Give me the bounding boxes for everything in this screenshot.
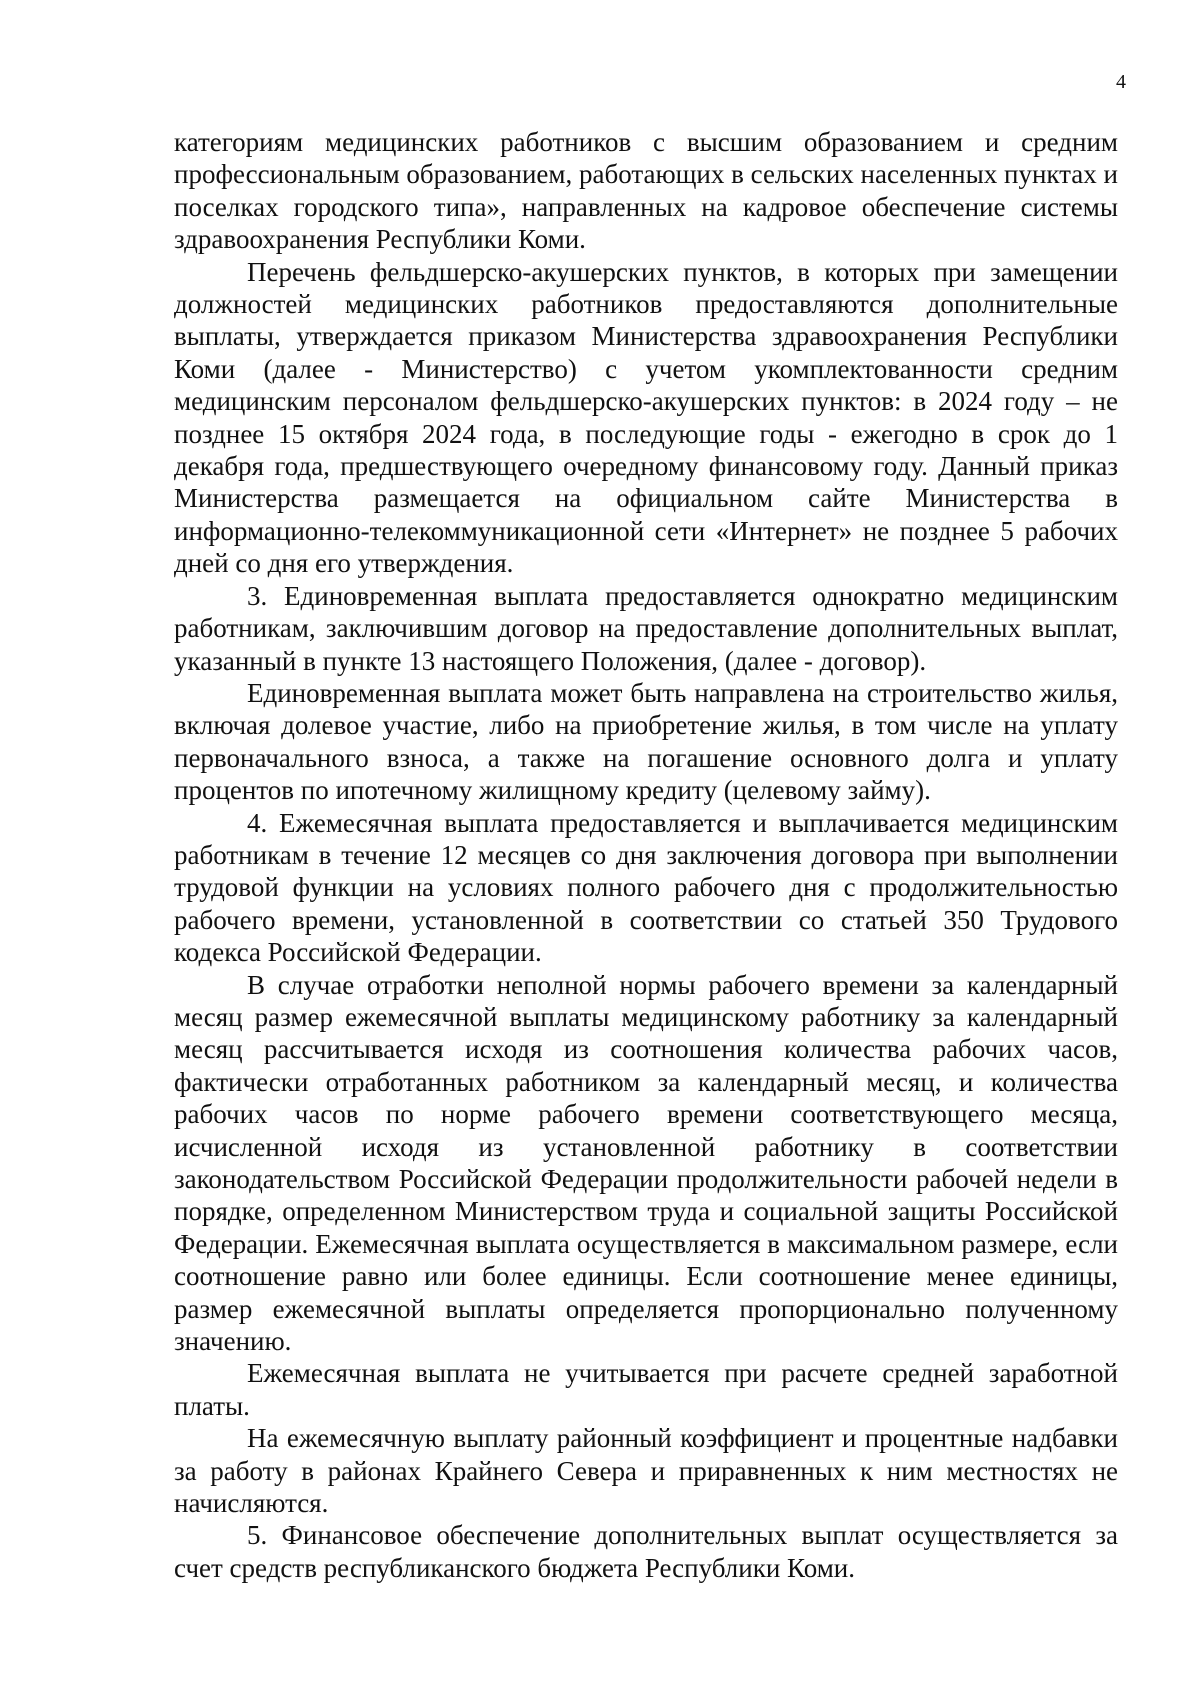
paragraph-item-5: 5. Финансовое обеспечение дополнительных выплат осуществляется за счет средств республиканского бюджета Республики Коми.: [174, 1520, 1118, 1583]
paragraph-partial-hours: В случае отработки неполной нормы рабочего времени за календарный месяц размер ежемесячной выплаты медицинскому работнику за календарный месяц рассчитывается исходя из соотношения количества рабочих часов, фактически отработанных работником за календарный месяц, и количества рабочих часов по норме рабочего времени соответствующего месяца, исчисленной исходя из установленной работнику в соответствии законодательством Российской Федерации продолжительности рабочей недели в порядке, определенном Министерством труда и социальной защиты Российской Федерации. Ежемесячная выплата осуществляется в максимальном размере, если соотношение равно или более единицы. Если соотношение менее единицы, размер ежемесячной выплаты определяется пропорционально полученному значению.: [174, 969, 1118, 1357]
paragraph-fap-list: Перечень фельдшерско-акушерских пунктов, в которых при замещении должностей медицинских работников предоставляются дополнительные выплаты, утверждается приказом Министерства здравоохранения Республики Коми (далее - Министерство) с учетом укомплектованности средним медицинским персоналом фельдшерско-акушерских пунктов: в 2024 году – не позднее 15 октября 2024 года, в последующие годы - ежегодно в срок до 1 декабря года, предшествующего очередному финансовому году. Данный приказ Министерства размещается на официальном сайте Министерства в информационно-телекоммуникационной сети «Интернет» не позднее 5 рабочих дней со дня его утверждения.: [174, 256, 1118, 579]
paragraph-average-salary: Ежемесячная выплата не учитывается при расчете средней заработной платы.: [174, 1358, 1118, 1421]
document-body: [174, 126, 1118, 1584]
paragraph-regional-coefficient: На ежемесячную выплату районный коэффициент и процентные надбавки за работу в районах Крайнего Севера и приравненных к ним местностях не начисляются.: [174, 1423, 1118, 1519]
paragraph-lump-sum-purpose: Единовременная выплата может быть направлена на строительство жилья, включая долевое участие, либо на приобретение жилья, в том числе на уплату первоначального взноса, а также на погашение основного долга и уплату процентов по ипотечному жилищному кредиту (целевому займу).: [174, 677, 1118, 806]
paragraph-item-3: 3. Единовременная выплата предоставляется однократно медицинским работникам, заключившим договор на предоставление дополнительных выплат, указанный в пункте 13 настоящего Положения, (далее - договор).: [174, 580, 1118, 676]
paragraph-continuation: категориям медицинских работников с высшим образованием и средним профессиональным образованием, работающих в сельских населенных пунктах и поселках городского типа», направленных на кадровое обеспечение системы здравоохранения Республики Коми.: [174, 127, 1118, 255]
paragraph-item-4: 4. Ежемесячная выплата предоставляется и выплачивается медицинским работникам в течение 12 месяцев со дня заключения договора при выполнении трудовой функции на условиях полного рабочего дня с продолжительностью рабочего времени, установленной в соответствии со статьей 350 Трудового кодекса Российской Федерации.: [174, 807, 1118, 968]
page-number: 4: [1116, 71, 1126, 93]
